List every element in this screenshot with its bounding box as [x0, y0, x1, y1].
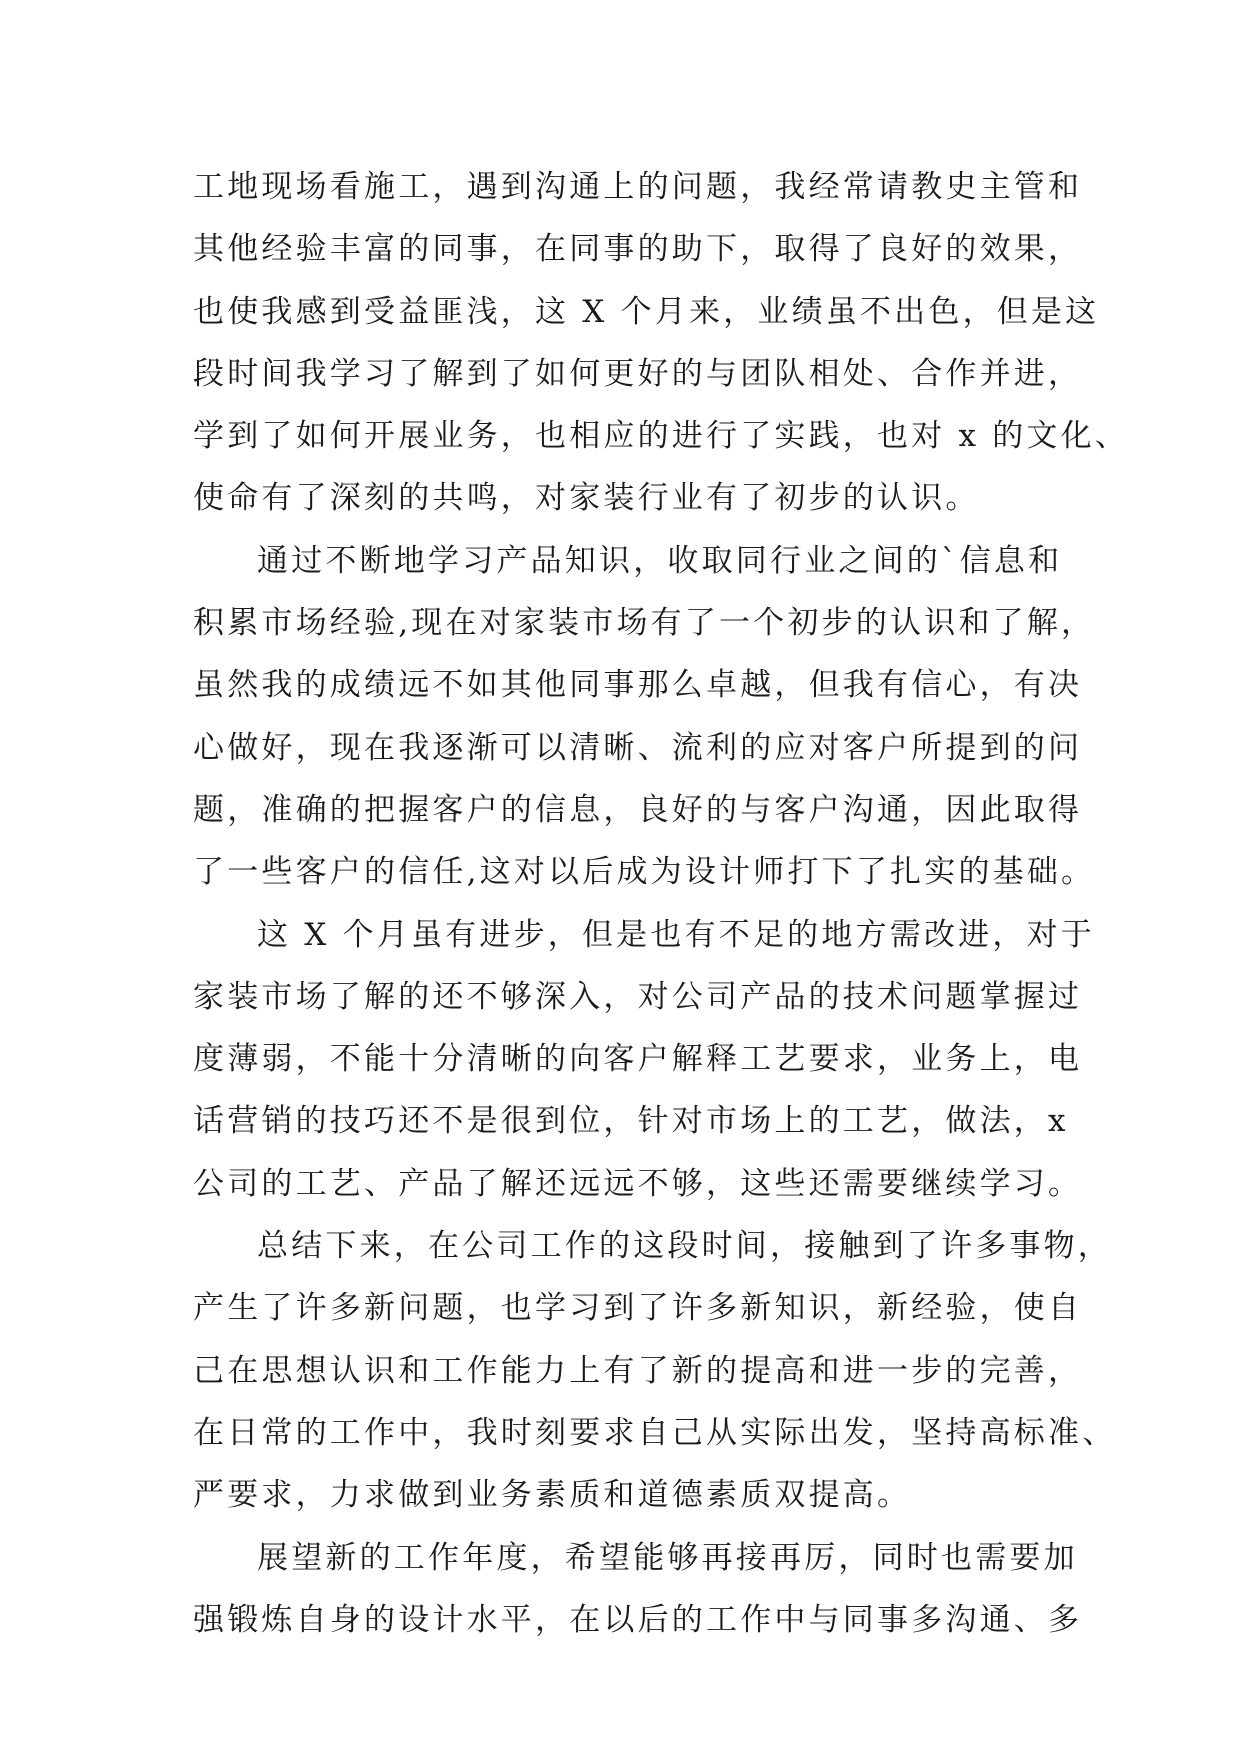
document-body: [193, 156, 1129, 1651]
text-line: 在日常的工作中，我时刻要求自己从实际出发，坚持高标准、: [193, 1414, 1117, 1451]
text-line: 严要求，力求做到业务素质和道德素质双提高。: [193, 1477, 912, 1514]
text-line: 公司的工艺、产品了解还远远不够，这些还需要继续学习。: [193, 1165, 1083, 1202]
text-line: 家装市场了解的还不够深入，对公司产品的技术问题掌握过: [193, 978, 1083, 1015]
text-line: 产生了许多新问题，也学习到了许多新知识，新经验，使自: [193, 1290, 1083, 1327]
text-line: 积累市场经验,现在对家装市场有了一个初步的认识和了解，: [193, 605, 1096, 642]
text-line: 也使我感到受益匪浅，这 X 个月来，业绩虽不出色，但是这: [193, 293, 1100, 330]
text-line: 学到了如何开展业务，也相应的进行了实践，也对 x 的文化、: [193, 418, 1129, 455]
text-line: 工地现场看施工，遇到沟通上的问题，我经常请教史主管和: [193, 169, 1083, 205]
text-line: 题，准确的把握客户的信息，良好的与客户沟通，因此取得: [193, 791, 1083, 828]
text-line: 心做好，现在我逐渐可以清晰、流利的应对客户所提到的问: [193, 729, 1083, 766]
paragraph-first-line: 展望新的工作年度，希望能够再接再厉，同时也需要加: [257, 1539, 1078, 1576]
text-line: 虽然我的成绩远不如其他同事那么卓越，但我有信心，有决: [193, 667, 1083, 704]
text-line: 己在思想认识和工作能力上有了新的提高和进一步的完善，: [193, 1352, 1083, 1389]
text-line: 段时间我学习了解到了如何更好的与团队相处、合作并进，: [193, 355, 1083, 392]
text-line: 了一些客户的信任,这对以后成为设计师打下了扎实的基础。: [193, 854, 1096, 891]
text-line: 话营销的技巧还不是很到位，针对市场上的工艺，做法，x: [193, 1103, 1069, 1140]
text-line: 强锻炼自身的设计水平，在以后的工作中与同事多沟通、多: [193, 1601, 1083, 1638]
text-line: 度薄弱，不能十分清晰的向客户解释工艺要求，业务上，电: [193, 1041, 1083, 1078]
paragraph-first-line: 这 X 个月虽有进步，但是也有不足的地方需改进，对于: [257, 916, 1095, 953]
paragraph-first-line: 通过不断地学习产品知识，收取同行业之间的`信息和: [257, 542, 1063, 579]
text-line: 其他经验丰富的同事，在同事的助下，取得了良好的效果，: [193, 231, 1083, 268]
text-line: 使命有了深刻的共鸣，对家装行业有了初步的认识。: [193, 480, 980, 517]
paragraph-first-line: 总结下来，在公司工作的这段时间，接触到了许多事物，: [257, 1228, 1112, 1265]
